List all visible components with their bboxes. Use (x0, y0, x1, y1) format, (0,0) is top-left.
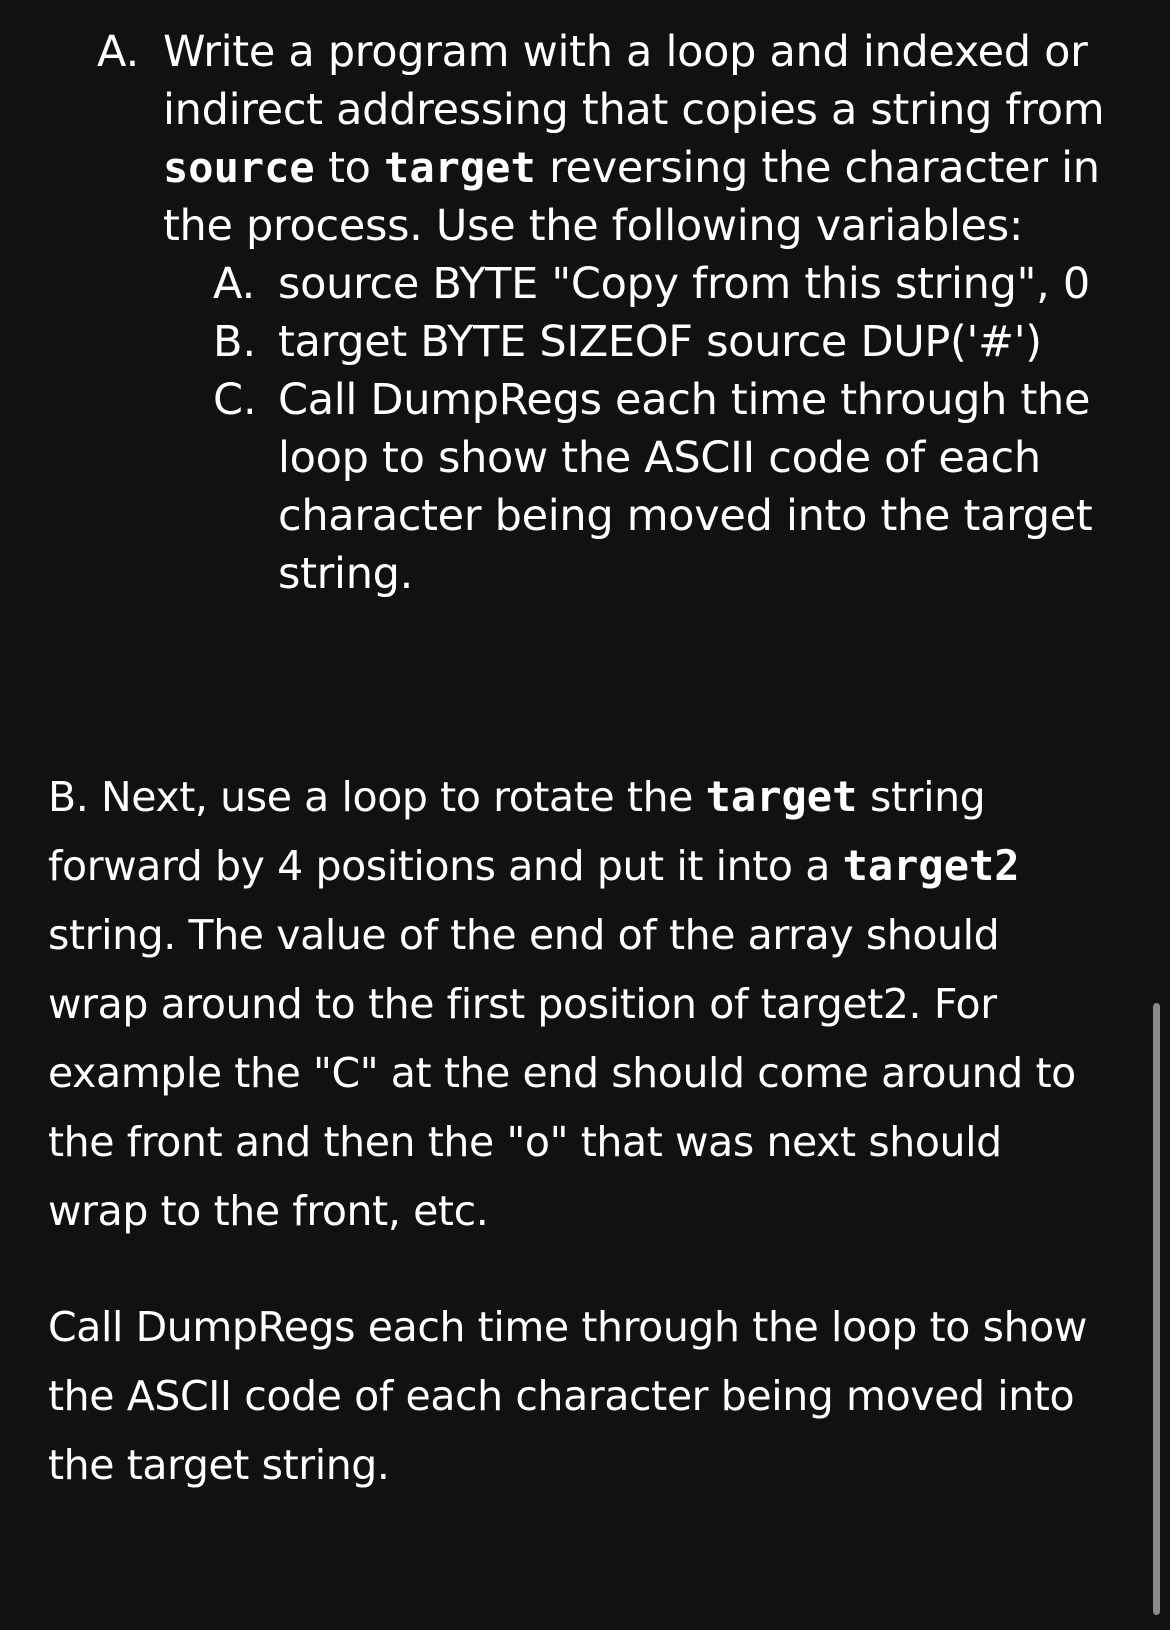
subitem-c-line-1: Call DumpRegs each time through the (278, 375, 1091, 425)
subitem-c-marker: C. (213, 375, 257, 425)
section-b-line-2 (48, 836, 1020, 896)
section-b-line-5: example the "C" at the end should come around to (48, 1049, 1076, 1097)
line-3-mid: to (314, 143, 385, 193)
vertical-scrollbar[interactable] (1153, 1003, 1160, 1615)
subitem-c-line-2: loop to show the ASCII code of each (278, 433, 1041, 483)
section-c-line-3: the target string. (48, 1441, 390, 1489)
section-b-line-1-pre: B. Next, use a loop to rotate the (48, 773, 706, 821)
keyword-target2: target2 (842, 841, 1020, 890)
subitem-c-line-3: character being moved into the target (278, 491, 1093, 541)
section-a-line-1: Write a program with a loop and indexed or (163, 27, 1088, 77)
section-b-line-2-pre: forward by 4 positions and put it into a (48, 842, 843, 890)
section-b-line-6: the front and then the "o" that was next should (48, 1118, 1002, 1166)
subitem-a-text: source BYTE "Copy from this string", 0 (278, 259, 1090, 309)
section-b-line-1-post: string (857, 773, 986, 821)
line-3-rest: reversing the character in (535, 143, 1100, 193)
section-c-line-2: the ASCII code of each character being moved into (48, 1372, 1075, 1420)
subitem-c-line-4: string. (278, 549, 414, 599)
keyword-source: source (163, 143, 315, 192)
keyword-target-b: target (705, 772, 858, 821)
keyword-target: target (384, 143, 536, 192)
subitem-b-marker: B. (213, 317, 257, 367)
section-b-line-7: wrap to the front, etc. (48, 1187, 489, 1235)
subitem-b-text: target BYTE SIZEOF source DUP('#') (278, 317, 1042, 367)
section-a-line-2: indirect addressing that copies a string from (163, 85, 1105, 135)
section-a-marker: A. (97, 27, 140, 77)
section-a-line-3 (163, 138, 1100, 198)
section-c-line-1: Call DumpRegs each time through the loop to show (48, 1303, 1087, 1351)
section-b-line-1 (48, 767, 985, 827)
section-b-line-3: string. The value of the end of the array should (48, 911, 1000, 959)
subitem-a-marker: A. (213, 259, 256, 309)
section-b-line-4: wrap around to the first position of target2. For (48, 980, 997, 1028)
section-a-line-4: the process. Use the following variables: (163, 201, 1024, 251)
